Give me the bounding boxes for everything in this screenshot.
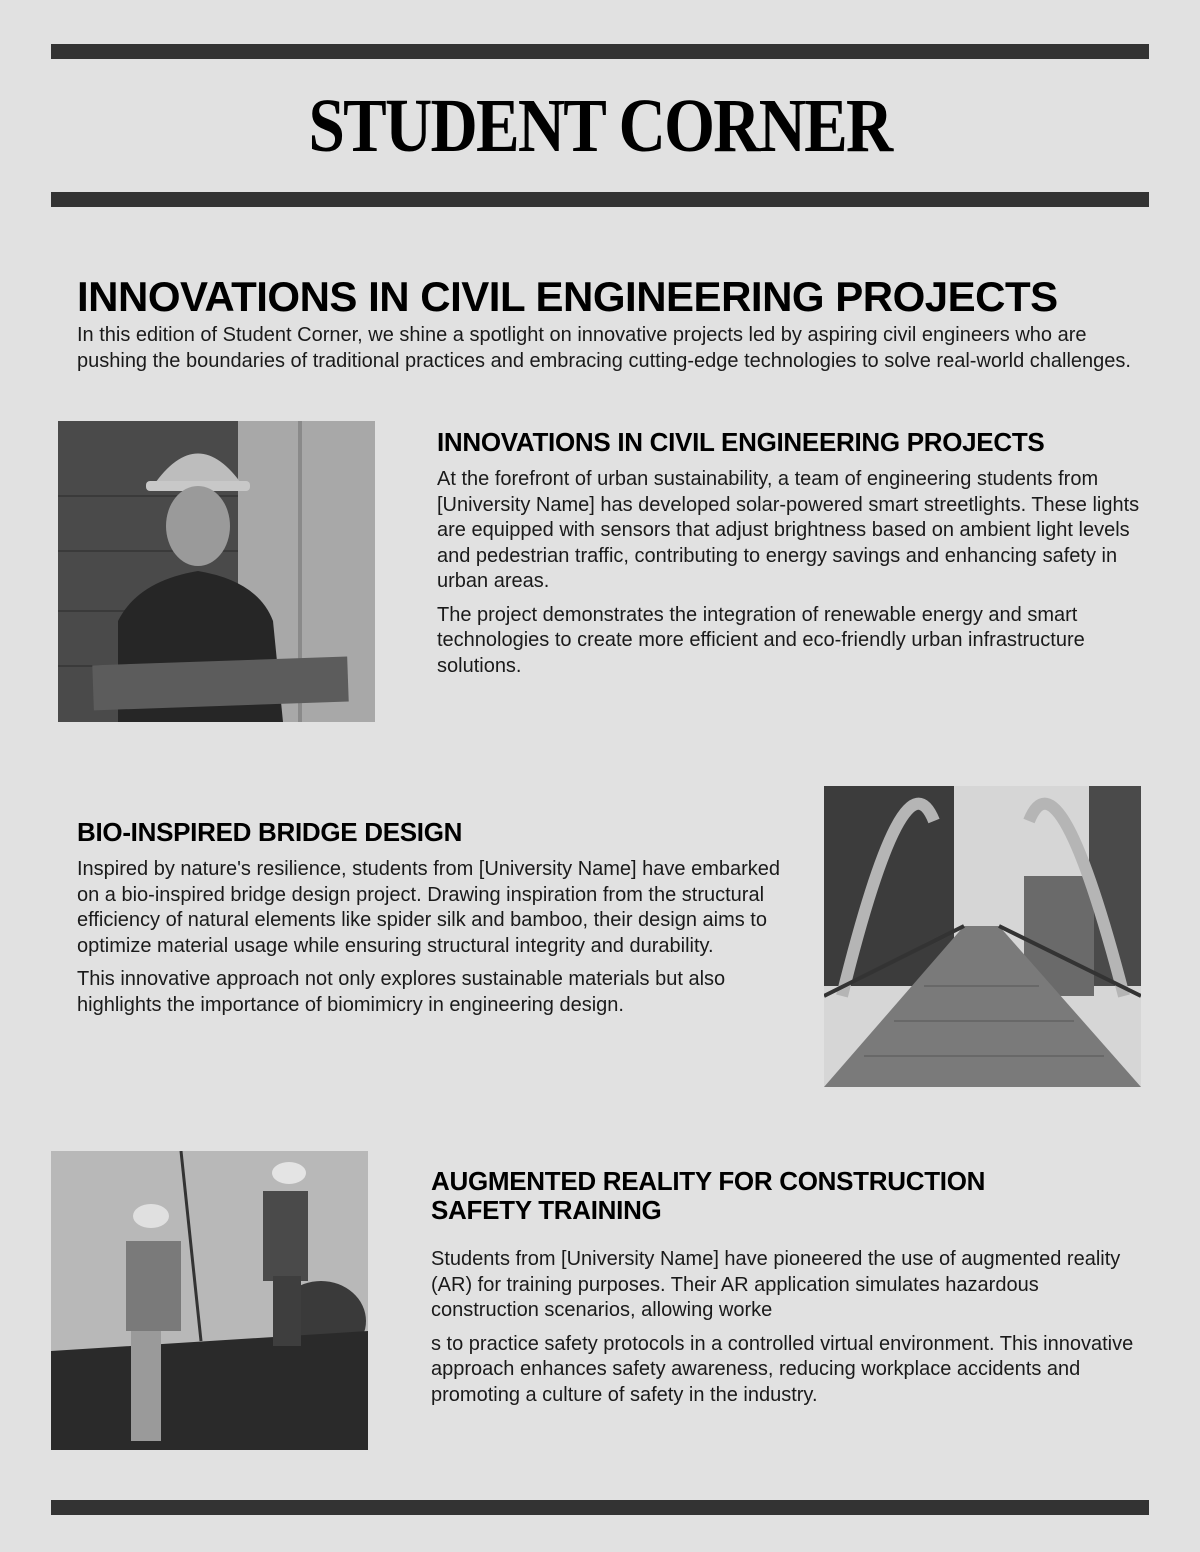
masthead-title: STUDENT CORNER: [308, 84, 892, 168]
article-title: INNOVATIONS IN CIVIL ENGINEERING PROJECTS: [77, 273, 1058, 321]
bottom-rule: [51, 1500, 1149, 1515]
engineer-woman-photo: [58, 421, 375, 722]
engineer-woman-image-icon: [58, 421, 375, 722]
construction-workers-image-icon: [51, 1151, 368, 1450]
section-bio-inspired-bridge: [77, 818, 782, 1026]
top-rule: [51, 44, 1149, 59]
section-smart-streetlights: [437, 428, 1147, 687]
section-heading: INNOVATIONS IN CIVIL ENGINEERING PROJECTS: [437, 427, 1045, 457]
section-paragraph: Students from [University Name] have pioneered the use of augmented reality (AR) for training purposes. Their AR application simulates hazardous construction scenarios, allowing worke: [431, 1248, 1121, 1321]
section-heading: BIO-INSPIRED BRIDGE DESIGN: [77, 817, 463, 847]
masthead-bottom-rule: [51, 192, 1149, 207]
section-paragraph: This innovative approach not only explores sustainable materials but also highlights the importance of biomimicry in engineering design.: [77, 968, 726, 1016]
footbridge-image-icon: [824, 786, 1141, 1087]
section-heading: AUGMENTED REALITY FOR CONSTRUCTION SAFETY TRAINING: [431, 1166, 986, 1225]
section-paragraph: Inspired by nature's resilience, students from [University Name] have embarked on a bio-inspired bridge design project. Drawing inspiration from the structural efficiency of natural elements like spider silk and bamboo, their design aims to optimize material usage while ensuring structural integrity and durability.: [77, 858, 781, 957]
section-paragraph: s to practice safety protocols in a controlled virtual environment. This innovative approach enhances safety awareness, reducing workplace accidents and promoting a culture of safety in the industry.: [431, 1332, 1134, 1406]
construction-workers-photo: [51, 1151, 368, 1450]
footbridge-photo: [824, 786, 1141, 1087]
section-paragraph: At the forefront of urban sustainability, a team of engineering students from [University Name] has developed solar-powered smart streetlights. These lights are equipped with sensors that adjust brightness based on ambient light levels and pedestrian traffic, contributing to energy savings and enhancing safety in urban areas.: [437, 468, 1140, 592]
article-intro: In this edition of Student Corner, we shine a spotlight on innovative projects led by aspiring civil engineers who are pushing the boundaries of traditional practices and embracing cutting-edge technologies to solve real-world challenges.: [77, 324, 1131, 372]
section-ar-safety-training: [431, 1167, 1151, 1416]
section-paragraph: The project demonstrates the integration of renewable energy and smart technologies to create more efficient and eco-friendly urban infrastructure solutions.: [437, 603, 1085, 677]
